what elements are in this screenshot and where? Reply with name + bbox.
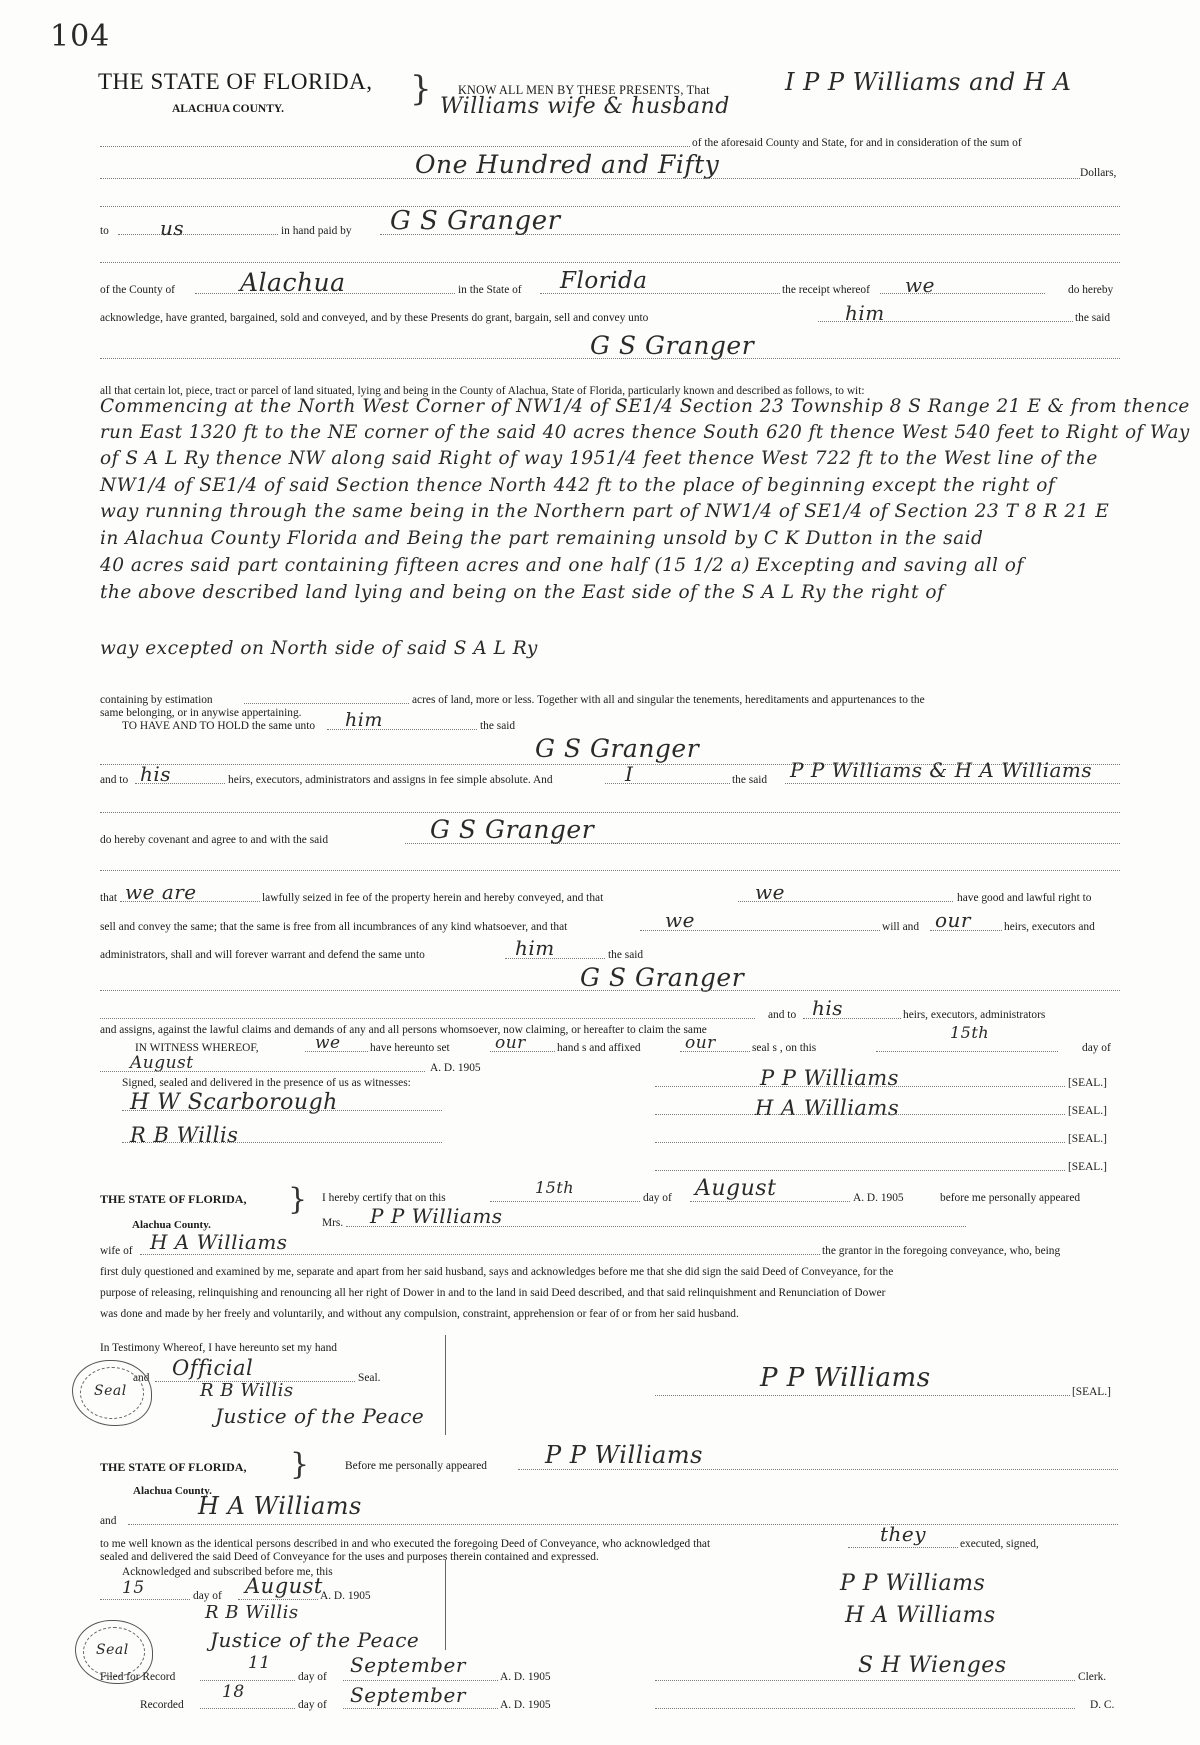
sell-text-2: will and: [882, 921, 920, 933]
ack-signer-1: P P Williams: [840, 1571, 986, 1596]
recorded-month: September: [350, 1683, 466, 1707]
to-label: to: [100, 225, 109, 237]
consideration-text: of the aforesaid County and State, for and in consideration of the sum of: [692, 137, 1022, 149]
description-line-2: run East 1320 ft to the NE corner of the said 40 acres thence South 620 ft thence West 540 feet to Right of Way: [100, 422, 1190, 443]
recorded-day-of: day of: [298, 1699, 327, 1711]
to-have-the-said: the said: [480, 720, 516, 732]
covenant-text: do hereby covenant and agree to and with the said: [100, 834, 329, 846]
witness-month: August: [130, 1053, 194, 1073]
acres-text: acres of land, more or less. Together with all and singular the tenements, hereditaments and appurtenances to the: [412, 694, 925, 706]
clerk-name: S H Wienges: [858, 1653, 1007, 1678]
witness-1: H W Scarborough: [130, 1090, 338, 1115]
heirs-text: heirs, executors, administrators and assigns in fee simple absolute. And: [228, 774, 553, 786]
grantors-value: I P P Williams and H A: [785, 68, 1072, 96]
dower-official: Official: [172, 1356, 254, 1380]
header-brace: }: [410, 69, 432, 109]
grantors-cont: Williams wife & husband: [440, 94, 730, 119]
witness-we: we: [315, 1033, 341, 1053]
ack-state: THE STATE OF FLORIDA,: [100, 1460, 247, 1474]
dower-officer-title: Justice of the Peace: [215, 1404, 425, 1428]
witness-seals: seal s , on this: [752, 1042, 817, 1054]
ack-body-1: to me well known as the identical persons described in and who executed the foregoing Deed of Conveyance, who acknowledged that: [100, 1538, 711, 1550]
paid-by-label: in hand paid by: [281, 225, 352, 237]
dower-county: Alachua County.: [132, 1219, 211, 1231]
dower-body-3: was done and made by her freely and voluntarily, and without any compulsion, constraint, apprehension or fear of or from her said husband.: [100, 1308, 739, 1320]
assigns-text: and assigns, against the lawful claims and demands of any and all persons whomsoever, now claiming, or hereafter to claim the same: [100, 1024, 707, 1036]
witness-day-of: day of: [1082, 1042, 1111, 1054]
ack-person-1: P P Williams: [545, 1441, 703, 1469]
dower-state: THE STATE OF FLORIDA,: [100, 1192, 247, 1206]
dollars-label: Dollars,: [1080, 167, 1117, 179]
description-line-9: way excepted on North side of said S A L Ry: [100, 638, 538, 659]
ack-signer-2: H A Williams: [845, 1603, 996, 1628]
state-value: Florida: [560, 268, 648, 294]
heirs-and-value: I: [625, 762, 634, 786]
ack-subscribed: Acknowledged and subscribed before me, this: [122, 1566, 333, 1578]
dower-testimony: In Testimony Whereof, I have hereunto set my hand: [100, 1342, 337, 1354]
filed-ad: A. D. 1905: [500, 1671, 551, 1683]
unto-value: him: [845, 301, 885, 325]
containing-label: containing by estimation: [100, 694, 213, 706]
witness-signed: Signed, sealed and delivered in the presence of us as witnesses:: [122, 1077, 411, 1089]
dower-signer: P P Williams: [760, 1363, 931, 1393]
of-county-label: of the County of: [100, 284, 175, 296]
seal-label-3: [SEAL.]: [1068, 1133, 1107, 1145]
witness-our-1: our: [495, 1033, 526, 1053]
ack-day-of: day of: [193, 1590, 222, 1602]
acknowledge-text: acknowledge, have granted, bargained, sold and conveyed, and by these Presents do grant, bargain, sell and convey unto: [100, 312, 649, 324]
do-hereby: do hereby: [1068, 284, 1114, 296]
admins-text: administrators, shall and will forever warrant and defend the same unto: [100, 949, 425, 961]
ack-executed: executed, signed,: [960, 1538, 1039, 1550]
witness-2: R B Willis: [130, 1123, 239, 1147]
county-value: Alachua: [240, 268, 346, 297]
dower-wife-of: wife of: [100, 1245, 133, 1257]
seized-value-2: we: [755, 880, 785, 904]
witness-day: 15th: [950, 1023, 990, 1042]
heirs-the-said: the said: [732, 774, 768, 786]
ack-county: Alachua County.: [133, 1485, 212, 1497]
dower-body-2: purpose of releasing, relinquishing and renouncing all her right of Dower in and to the land in said Deed described, and that said relinquishment and Renunciation of Dower: [100, 1287, 886, 1299]
filed-label: Filed for Record: [100, 1671, 176, 1683]
dower-mrs: Mrs.: [322, 1217, 344, 1229]
seal-label-1: [SEAL.]: [1068, 1077, 1107, 1089]
witness-label: IN WITNESS WHEREOF,: [135, 1042, 259, 1054]
heirs-and-to: and to: [100, 774, 129, 786]
ack-stamp-text: Seal: [96, 1642, 129, 1658]
dower-stamp-text: Seal: [94, 1383, 127, 1399]
dower-day-of: day of: [643, 1192, 672, 1204]
filed-month: September: [350, 1653, 466, 1677]
description-line-5: way running through the same being in the Northern part of NW1/4 of SE1/4 of Section 23 T 8 R 21 E: [100, 501, 1110, 522]
dc-label: D. C.: [1090, 1699, 1115, 1711]
dower-day: 15th: [535, 1178, 575, 1197]
ack-officer-title: Justice of the Peace: [210, 1628, 420, 1652]
seized-that: that: [100, 892, 118, 904]
signer-1: P P Williams: [760, 1066, 899, 1090]
heirs-value: his: [140, 762, 172, 786]
description-line-4: NW1/4 of SE1/4 of said Section thence North 442 ft to the place of beginning except the right of: [100, 475, 1056, 496]
sell-value-2: our: [935, 908, 971, 932]
dower-body-1: first duly questioned and examined by me, separate and apart from her said husband, says and acknowledges before me that she did sign the said Deed of Conveyance, for the: [100, 1266, 894, 1278]
seized-value: we are: [125, 880, 197, 904]
ack-body-2: sealed and delivered the said Deed of Conveyance for the uses and purposes therein contained and expressed.: [100, 1551, 599, 1563]
know-all-men: KNOW ALL MEN BY THESE PRESENTS, That: [458, 83, 710, 97]
county-heading: ALACHUA COUNTY.: [172, 103, 285, 115]
dower-brace: }: [288, 1182, 308, 1217]
page-number: 104: [50, 19, 111, 54]
sell-text-3: heirs, executors and: [1004, 921, 1095, 933]
dower-month: August: [695, 1176, 777, 1201]
belonging-text: same belonging, or in anywise appertaining.: [100, 707, 302, 719]
sell-value-1: we: [665, 908, 695, 932]
seized-text-1: lawfully seized in fee of the property herein and hereby conveyed, and that: [262, 892, 604, 904]
to-value: us: [160, 216, 185, 240]
grantee-value-1: G S Granger: [590, 331, 755, 360]
admins-heirs: heirs, executors, administrators: [903, 1009, 1046, 1021]
grantee-value-2: G S Granger: [535, 734, 700, 763]
description-line-7: 40 acres said part containing fifteen acres and one half (15 1/2 a) Excepting and saving all of: [100, 555, 1024, 576]
acknowledge-the-said: the said: [1075, 312, 1111, 324]
ack-before: Before me personally appeared: [345, 1460, 487, 1472]
to-have-value: him: [345, 709, 383, 731]
witness-hereunto: have hereunto set: [370, 1042, 450, 1054]
in-state-label: in the State of: [458, 284, 522, 296]
dower-officer: R B Willis: [200, 1380, 294, 1401]
dower-certify: I hereby certify that on this: [322, 1192, 446, 1204]
ack-brace: }: [290, 1447, 310, 1482]
dower-grantor-text: the grantor in the foregoing conveyance, who, being: [822, 1245, 1061, 1257]
description-line-3: of S A L Ry thence NW along said Right of way 1951/4 feet thence West 722 ft to the West line of the: [100, 448, 1098, 469]
ack-person-2: H A Williams: [198, 1492, 362, 1520]
description-line-1: Commencing at the North West Corner of NW1/4 of SE1/4 Section 23 Township 8 S Range 21 E & from thence: [100, 396, 1190, 417]
dower-before: before me personally appeared: [940, 1192, 1081, 1204]
clerk-label: Clerk.: [1078, 1671, 1107, 1683]
land-intro: all that certain lot, piece, tract or parcel of land situated, lying and being in the County of Alachua, State of Florida, particularly known and described as follows, to wit:: [100, 385, 865, 397]
witness-our-2: our: [685, 1033, 716, 1053]
recorded-ad: A. D. 1905: [500, 1699, 551, 1711]
admins-the-said: the said: [608, 949, 644, 961]
seal-label-2: [SEAL.]: [1068, 1105, 1107, 1117]
ack-ad: A. D. 1905: [320, 1590, 371, 1602]
heirs-grantors: P P Williams & H A Williams: [790, 758, 1093, 782]
admins-and-to: and to: [768, 1009, 797, 1021]
admins-grantee: G S Granger: [580, 963, 745, 992]
description-line-8: the above described land lying and being on the East side of the S A L Ry the right of: [100, 582, 945, 603]
recorded-label: Recorded: [140, 1699, 184, 1711]
amount-value: One Hundred and Fifty: [415, 150, 720, 179]
ack-officer: R B Willis: [205, 1602, 299, 1623]
recorded-day: 18: [222, 1682, 245, 1702]
signer-2: H A Williams: [755, 1096, 900, 1120]
admins-and-to-value: his: [812, 996, 844, 1020]
admins-value: him: [515, 936, 555, 960]
paid-by-value: G S Granger: [390, 206, 561, 236]
seized-text-2: have good and lawful right to: [957, 892, 1092, 904]
dower-and: and: [133, 1372, 150, 1384]
receipt-value: we: [905, 273, 935, 297]
dower-mrs-value: P P Williams: [370, 1204, 503, 1228]
dower-seal-label: [SEAL.]: [1072, 1386, 1111, 1398]
sell-text-1: sell and convey the same; that the same is free from all incumbrances of any kind whatsoever, and that: [100, 921, 568, 933]
seal-label-4: [SEAL.]: [1068, 1161, 1107, 1173]
witness-hands: hand s and affixed: [557, 1042, 641, 1054]
dower-ad: A. D. 1905: [853, 1192, 904, 1204]
ack-month: August: [245, 1574, 323, 1598]
filed-day-of: day of: [298, 1671, 327, 1683]
witness-ad: A. D. 1905: [430, 1062, 481, 1074]
dower-husband: H A Williams: [150, 1230, 288, 1254]
filed-day: 11: [248, 1653, 271, 1673]
ack-day: 15: [122, 1578, 145, 1598]
to-have-text: TO HAVE AND TO HOLD the same unto: [122, 720, 316, 732]
description-line-6: in Alachua County Florida and Being the part remaining unsold by C K Dutton in the said: [100, 528, 984, 549]
state-heading: THE STATE OF FLORIDA,: [98, 69, 373, 94]
receipt-label: the receipt whereof: [782, 284, 870, 296]
covenant-grantee: G S Granger: [430, 815, 595, 844]
dower-seal-word: Seal.: [358, 1372, 381, 1384]
ack-they: they: [880, 1522, 927, 1546]
ack-and: and: [100, 1515, 117, 1527]
